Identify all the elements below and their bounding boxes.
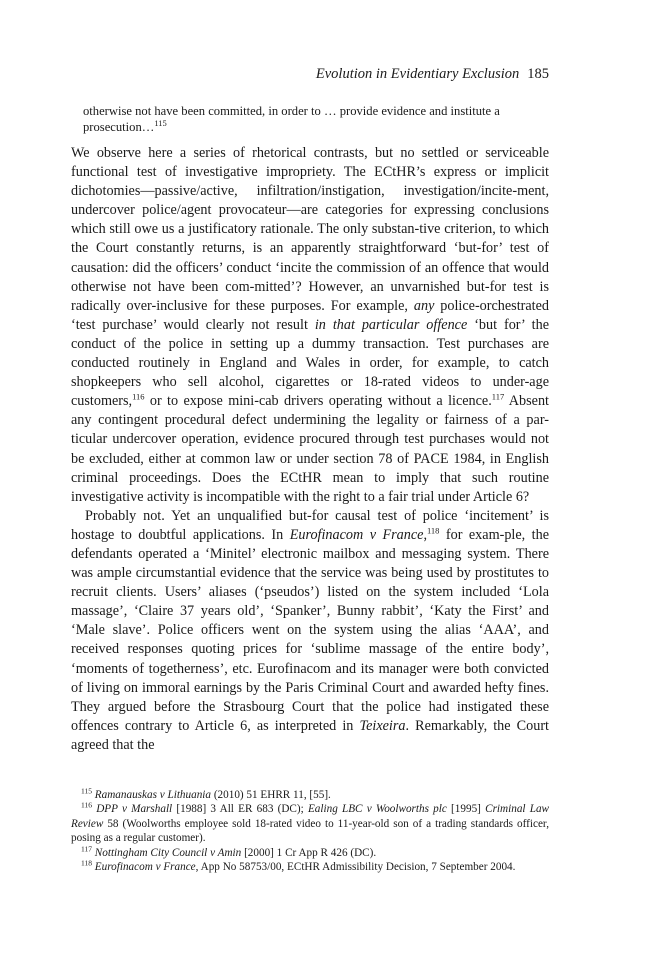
p2-text-f: . Remarkably, the Court agreed that the [71, 717, 549, 753]
footnote-115 [71, 788, 549, 802]
p2-italic-teixeira: Teixeira [359, 717, 406, 734]
footnote-text-2: [1995] [446, 803, 486, 816]
footnote-ref-118: 118 [426, 525, 440, 536]
footnote-number: 118 [81, 858, 92, 868]
p2-italic-case: Eurofinacom v France [289, 526, 424, 543]
footnote-case-name: DPP v Marshall [96, 803, 173, 816]
p2-text-c: , [423, 526, 427, 543]
p1-text-c: police-orchestrated ‘test purchase’ would clearly not result [71, 297, 549, 333]
p1-text-a: We observe here a series of rhetorical contrasts, but no settled or serviceable functional test of investigative impropriety. The ECtHR’s express or implicit dichotomies—passive/active, infiltration/instigation, investigation/incite-ment, undercover police/agent provocateur—are categories for expressing conclusions which still owe us a justificatory rationale. The only substan-tive criterion, to which the Court constantly returns, is an apparently straightforward ‘but-for’ test of causation: did the officers’ conduct ‘incite the commission of an offence that would otherwise not have been com-mitted’? However, an unvarnished but-for test is radically over-inclusive for these purposes. For example, [71, 145, 549, 314]
footnote-case-name: Eurofinacom v France [94, 861, 196, 874]
footnote-text: (2010) 51 EHRR 11, [55]. [211, 789, 331, 801]
p2-text-d: for exam-ple, the defendants operated a ‘Minitel’ electronic mailbox and messaging system. There was ample circumstantial evidence that the service was being used by prostitutes to recruit clients. Users’ aliases (‘pseudos’) listed on the system included ‘Lola massage’, ‘Claire 37 years old’, ‘Spanker’, Bunny rabbit’, ‘Katy the First’ and ‘Male slave’. Police officers went on the system using the alias ‘AAA’, and received responses quoting prices for ‘sublime massage of the entire body’, ‘moments of togetherness’, etc. Eurofinacom and its manager were both convicted of living on immoral earnings by the Paris Criminal Court and awarded hefty fines. They argued before the Strasbourg Court that the police had instigated these offences contrary to Article 6, as interpreted in [71, 526, 550, 734]
footnote-118 [71, 860, 549, 874]
footnote-number: 116 [81, 800, 92, 810]
running-head-title: Evolution in Evidentiary Exclusion [315, 66, 520, 82]
p1-text-f: or to expose mini-cab drivers operating without a licence. [144, 393, 492, 410]
footnote-number: 117 [81, 843, 92, 853]
p1-italic-offence: in that particular offence [314, 316, 468, 333]
p1-text-e: ‘but for’ the conduct of the police in setting up a dummy transaction. Test purchases are conducted routinely in England and Wales in order, for example, to catch shopkeepers who sell alcohol, cigarettes or 18-rated videos to under-age customers, [71, 316, 549, 410]
footnote-case-name: Nottingham City Council v Amin [94, 846, 242, 859]
footnote-number: 115 [81, 786, 92, 796]
footnote-ref-115: 115 [154, 117, 167, 128]
running-head [71, 66, 549, 83]
footnote-117 [71, 843, 549, 860]
body-text [71, 144, 549, 755]
footnotes [71, 788, 549, 874]
page-number: 185 [527, 66, 549, 82]
footnote-case-name: Ramanauskas v Lithuania [94, 789, 212, 801]
footnote-case-name-2: Ealing LBC v Woolworths plc [307, 803, 447, 816]
footnote-ref-117: 117 [491, 391, 505, 402]
footnote-ref-116: 116 [132, 391, 145, 402]
block-quote [83, 103, 561, 135]
footnote-text-3: 58 (Woolworths employee sold 18-rated video to 11-year-old son of a trading standards officer, posing as a regular customer). [71, 817, 549, 845]
footnote-text: [1988] 3 All ER 683 (DC); [172, 803, 308, 816]
footnote-text: [2000] 1 Cr App R 426 (DC). [241, 846, 377, 859]
footnote-text: , App No 58753/00, ECtHR Admissibility Decision, 7 September 2004. [195, 861, 516, 874]
paragraph-2 [71, 507, 549, 755]
p1-italic-any: any [413, 297, 435, 314]
block-quote-text: otherwise not have been committed, in order to … provide evidence and institute a prosecution… [83, 104, 500, 134]
footnote-116 [71, 802, 549, 845]
footnote-journal-name: Criminal Law Review [71, 803, 550, 830]
p2-text-a: Probably not. Yet an unqualified but-for causal test of police ‘incitement’ is hostage to doubtful applications. In [71, 507, 549, 543]
p1-text-g: Absent any contingent procedural defect undermining the legality or fairness of a par-ticular undercover operation, evidence procured through test purchases would not be excluded, either at common law or under section 78 of PACE 1984, in English criminal proceedings. Does the ECtHR mean to imply that such routine investigative activity is incompatible with the right to a fair trial under Article 6? [71, 393, 549, 505]
paragraph-1 [71, 144, 549, 507]
